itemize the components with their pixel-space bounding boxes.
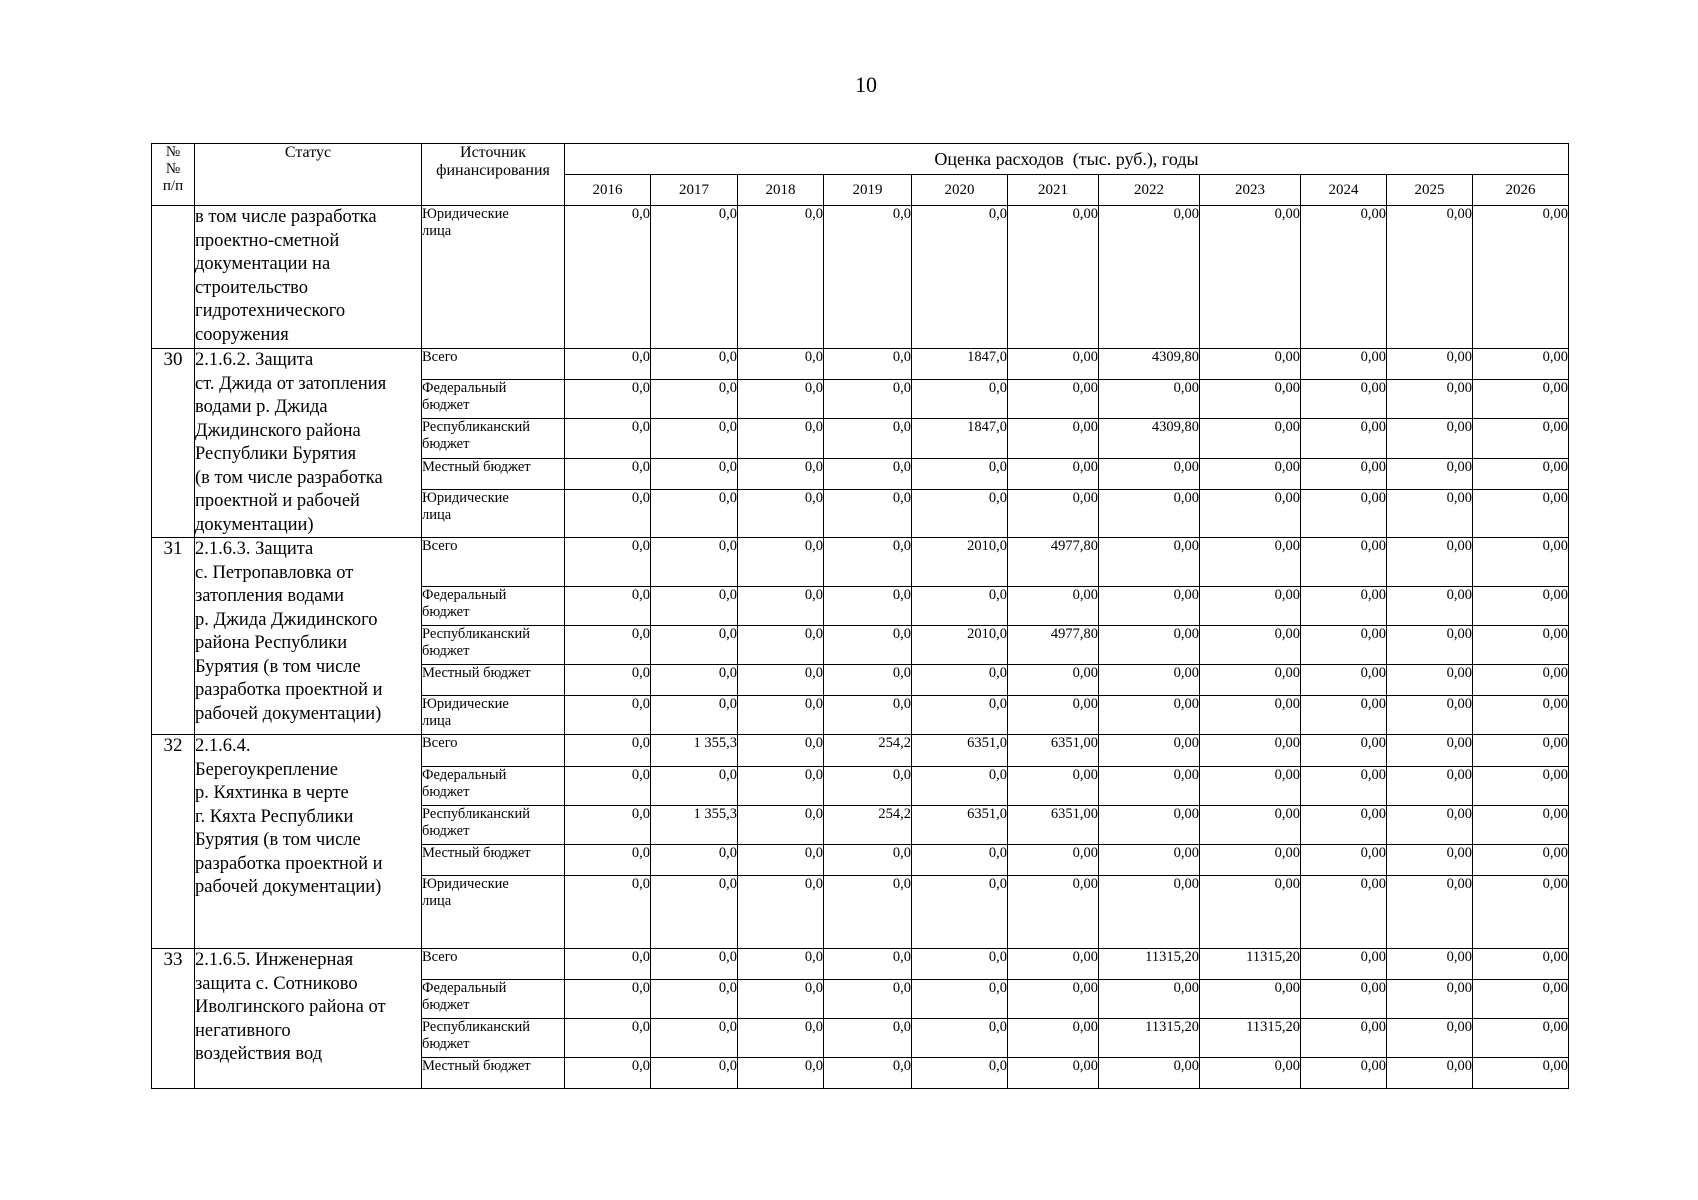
value-cell-2025: 0,00 [1387,735,1473,767]
value-cell-2018: 0,0 [738,806,824,845]
value-cell-2018: 0,0 [738,735,824,767]
value-cell-2016: 0,0 [565,458,651,489]
value-cell-2019: 0,0 [824,1058,912,1089]
value-cell-2025: 0,00 [1387,419,1473,458]
value-cell-2025: 0,00 [1387,587,1473,626]
value-cell-2022: 0,00 [1099,538,1200,587]
header-year-2025: 2025 [1387,175,1473,206]
value-cell-2022: 0,00 [1099,587,1200,626]
value-cell-2021: 0,00 [1008,458,1099,489]
value-cell-2022: 0,00 [1099,735,1200,767]
value-cell-2022: 0,00 [1099,1058,1200,1089]
value-cell-2020: 1847,0 [912,349,1008,380]
value-cell-2016: 0,0 [565,1019,651,1058]
value-cell-2026: 0,00 [1473,735,1569,767]
value-cell-2026: 0,00 [1473,419,1569,458]
value-cell-2016: 0,0 [565,980,651,1019]
funding-source: Федеральный бюджет [422,380,565,419]
value-cell-2016: 0,0 [565,626,651,665]
value-cell-2021: 4977,80 [1008,626,1099,665]
value-cell-2020: 0,0 [912,949,1008,980]
value-cell-2019: 0,0 [824,626,912,665]
value-cell-2021: 4977,80 [1008,538,1099,587]
value-cell-2018: 0,0 [738,949,824,980]
value-cell-2026: 0,00 [1473,665,1569,696]
value-cell-2021: 0,00 [1008,1019,1099,1058]
value-cell-2020: 1847,0 [912,419,1008,458]
value-cell-2026: 0,00 [1473,949,1569,980]
value-cell-2026: 0,00 [1473,845,1569,876]
value-cell-2026: 0,00 [1473,1058,1569,1089]
value-cell-2018: 0,0 [738,626,824,665]
value-cell-2019: 0,0 [824,949,912,980]
value-cell-2021: 0,00 [1008,980,1099,1019]
value-cell-2016: 0,0 [565,665,651,696]
value-cell-2022: 0,00 [1099,626,1200,665]
value-cell-2021: 0,00 [1008,665,1099,696]
value-cell-2022: 0,00 [1099,380,1200,419]
value-cell-2016: 0,0 [565,845,651,876]
row-number: 30 [152,349,195,538]
value-cell-2016: 0,0 [565,419,651,458]
header-year-2021: 2021 [1008,175,1099,206]
value-cell-2023: 0,00 [1200,696,1301,735]
value-cell-2020: 0,0 [912,696,1008,735]
value-cell-2020: 0,0 [912,876,1008,949]
funding-source: Республиканский бюджет [422,419,565,458]
header-year-2019: 2019 [824,175,912,206]
value-cell-2017: 0,0 [651,380,738,419]
header-row-group [152,144,1569,175]
value-cell-2023: 0,00 [1200,349,1301,380]
value-cell-2023: 0,00 [1200,845,1301,876]
value-cell-2019: 254,2 [824,806,912,845]
value-cell-2021: 0,00 [1008,767,1099,806]
value-cell-2026: 0,00 [1473,538,1569,587]
value-cell-2023: 0,00 [1200,587,1301,626]
value-cell-2023: 0,00 [1200,206,1301,349]
value-cell-2025: 0,00 [1387,489,1473,537]
funding-source: Федеральный бюджет [422,767,565,806]
value-cell-2017: 0,0 [651,1019,738,1058]
header-cost-group: Оценка расходов (тыс. руб.), годы [565,144,1569,175]
value-cell-2017: 0,0 [651,349,738,380]
value-cell-2025: 0,00 [1387,1019,1473,1058]
value-cell-2020: 0,0 [912,665,1008,696]
value-cell-2025: 0,00 [1387,538,1473,587]
value-cell-2021: 0,00 [1008,206,1099,349]
row-number [152,206,195,349]
value-cell-2018: 0,0 [738,845,824,876]
value-cell-2019: 0,0 [824,845,912,876]
value-cell-2020: 0,0 [912,489,1008,537]
value-cell-2016: 0,0 [565,876,651,949]
row-number: 32 [152,735,195,949]
value-cell-2019: 0,0 [824,767,912,806]
value-cell-2022: 11315,20 [1099,949,1200,980]
value-cell-2017: 0,0 [651,665,738,696]
value-cell-2019: 0,0 [824,419,912,458]
status-text: 2.1.6.5. Инженерная защита с. Сотниково Иволгинского района от негативного воздействия вод [195,949,422,1089]
value-cell-2023: 0,00 [1200,980,1301,1019]
value-cell-2026: 0,00 [1473,206,1569,349]
value-cell-2022: 0,00 [1099,980,1200,1019]
value-cell-2020: 0,0 [912,980,1008,1019]
funding-source: Юридические лица [422,696,565,735]
value-cell-2025: 0,00 [1387,876,1473,949]
value-cell-2017: 0,0 [651,538,738,587]
page-number: 10 [855,72,877,97]
value-cell-2025: 0,00 [1387,696,1473,735]
funding-source: Всего [422,949,565,980]
value-cell-2018: 0,0 [738,980,824,1019]
value-cell-2020: 0,0 [912,845,1008,876]
funding-source: Республиканский бюджет [422,626,565,665]
value-cell-2026: 0,00 [1473,1019,1569,1058]
value-cell-2019: 0,0 [824,665,912,696]
value-cell-2022: 0,00 [1099,767,1200,806]
value-cell-2021: 0,00 [1008,845,1099,876]
value-cell-2025: 0,00 [1387,1058,1473,1089]
value-cell-2020: 0,0 [912,1019,1008,1058]
value-cell-2017: 0,0 [651,458,738,489]
status-text: 2.1.6.4. Берегоукрепление р. Кяхтинка в черте г. Кяхта Республики Бурятия (в том числе разработка проектной и рабочей документации) [195,735,422,949]
value-cell-2026: 0,00 [1473,489,1569,537]
value-cell-2026: 0,00 [1473,626,1569,665]
value-cell-2018: 0,0 [738,696,824,735]
value-cell-2025: 0,00 [1387,458,1473,489]
value-cell-2017: 0,0 [651,626,738,665]
value-cell-2023: 0,00 [1200,538,1301,587]
funding-source: Всего [422,349,565,380]
header-source: Источник финансирования [422,144,565,206]
header-year-2024: 2024 [1301,175,1387,206]
value-cell-2016: 0,0 [565,1058,651,1089]
value-cell-2022: 0,00 [1099,665,1200,696]
value-cell-2019: 0,0 [824,696,912,735]
status-text: 2.1.6.3. Защита с. Петропавловка от затопления водами р. Джида Джидинского района Республики Бурятия (в том числе разработка проектной и рабочей документации) [195,538,422,735]
value-cell-2018: 0,0 [738,1019,824,1058]
funding-source: Всего [422,735,565,767]
value-cell-2018: 0,0 [738,489,824,537]
table-row [152,538,1569,587]
table-row [152,349,1569,380]
value-cell-2016: 0,0 [565,489,651,537]
header-year-2018: 2018 [738,175,824,206]
value-cell-2017: 0,0 [651,696,738,735]
value-cell-2019: 0,0 [824,349,912,380]
value-cell-2026: 0,00 [1473,876,1569,949]
value-cell-2025: 0,00 [1387,206,1473,349]
value-cell-2026: 0,00 [1473,349,1569,380]
value-cell-2022: 0,00 [1099,845,1200,876]
value-cell-2025: 0,00 [1387,949,1473,980]
value-cell-2016: 0,0 [565,206,651,349]
value-cell-2023: 0,00 [1200,1058,1301,1089]
table-row [152,206,1569,349]
funding-source: Федеральный бюджет [422,980,565,1019]
value-cell-2024: 0,00 [1301,587,1387,626]
value-cell-2018: 0,0 [738,380,824,419]
value-cell-2016: 0,0 [565,380,651,419]
value-cell-2016: 0,0 [565,538,651,587]
value-cell-2016: 0,0 [565,806,651,845]
value-cell-2021: 0,00 [1008,949,1099,980]
header-year-2022: 2022 [1099,175,1200,206]
value-cell-2018: 0,0 [738,876,824,949]
value-cell-2024: 0,00 [1301,1019,1387,1058]
funding-source: Юридические лица [422,489,565,537]
value-cell-2023: 11315,20 [1200,1019,1301,1058]
value-cell-2024: 0,00 [1301,767,1387,806]
value-cell-2023: 0,00 [1200,806,1301,845]
value-cell-2021: 6351,00 [1008,806,1099,845]
value-cell-2025: 0,00 [1387,806,1473,845]
value-cell-2022: 0,00 [1099,206,1200,349]
value-cell-2016: 0,0 [565,696,651,735]
value-cell-2019: 254,2 [824,735,912,767]
funding-source: Юридические лица [422,206,565,349]
value-cell-2016: 0,0 [565,735,651,767]
value-cell-2020: 2010,0 [912,538,1008,587]
funding-source: Республиканский бюджет [422,806,565,845]
value-cell-2018: 0,0 [738,458,824,489]
value-cell-2020: 0,0 [912,206,1008,349]
value-cell-2020: 0,0 [912,458,1008,489]
value-cell-2021: 6351,00 [1008,735,1099,767]
value-cell-2020: 6351,0 [912,806,1008,845]
value-cell-2021: 0,00 [1008,876,1099,949]
value-cell-2019: 0,0 [824,1019,912,1058]
header-year-2017: 2017 [651,175,738,206]
value-cell-2016: 0,0 [565,767,651,806]
value-cell-2024: 0,00 [1301,380,1387,419]
status-text: в том числе разработка проектно-сметной документации на строительство гидротехнического сооружения [195,206,422,349]
funding-source: Местный бюджет [422,845,565,876]
value-cell-2024: 0,00 [1301,806,1387,845]
value-cell-2026: 0,00 [1473,806,1569,845]
header-year-2026: 2026 [1473,175,1569,206]
value-cell-2025: 0,00 [1387,665,1473,696]
value-cell-2025: 0,00 [1387,845,1473,876]
header-num: № № п/п [152,144,195,206]
value-cell-2019: 0,0 [824,489,912,537]
value-cell-2021: 0,00 [1008,349,1099,380]
value-cell-2017: 1 355,3 [651,806,738,845]
value-cell-2023: 0,00 [1200,458,1301,489]
value-cell-2021: 0,00 [1008,587,1099,626]
value-cell-2025: 0,00 [1387,626,1473,665]
row-number: 33 [152,949,195,1089]
value-cell-2024: 0,00 [1301,489,1387,537]
value-cell-2017: 0,0 [651,949,738,980]
value-cell-2022: 0,00 [1099,458,1200,489]
value-cell-2024: 0,00 [1301,876,1387,949]
value-cell-2017: 0,0 [651,206,738,349]
funding-source: Местный бюджет [422,1058,565,1089]
value-cell-2017: 0,0 [651,845,738,876]
value-cell-2024: 0,00 [1301,458,1387,489]
value-cell-2021: 0,00 [1008,380,1099,419]
value-cell-2022: 4309,80 [1099,349,1200,380]
value-cell-2024: 0,00 [1301,1058,1387,1089]
row-number: 31 [152,538,195,735]
value-cell-2018: 0,0 [738,587,824,626]
value-cell-2024: 0,00 [1301,845,1387,876]
value-cell-2023: 0,00 [1200,665,1301,696]
value-cell-2021: 0,00 [1008,1058,1099,1089]
header-year-2020: 2020 [912,175,1008,206]
value-cell-2024: 0,00 [1301,626,1387,665]
value-cell-2020: 0,0 [912,1058,1008,1089]
value-cell-2016: 0,0 [565,349,651,380]
value-cell-2025: 0,00 [1387,380,1473,419]
value-cell-2023: 11315,20 [1200,949,1301,980]
value-cell-2024: 0,00 [1301,349,1387,380]
value-cell-2024: 0,00 [1301,980,1387,1019]
funding-source: Местный бюджет [422,665,565,696]
value-cell-2018: 0,0 [738,665,824,696]
value-cell-2020: 0,0 [912,380,1008,419]
header-year-2023: 2023 [1200,175,1301,206]
value-cell-2026: 0,00 [1473,767,1569,806]
value-cell-2022: 0,00 [1099,489,1200,537]
funding-source: Республиканский бюджет [422,1019,565,1058]
value-cell-2023: 0,00 [1200,380,1301,419]
value-cell-2020: 0,0 [912,587,1008,626]
funding-source: Федеральный бюджет [422,587,565,626]
value-cell-2024: 0,00 [1301,206,1387,349]
table-row [152,949,1569,980]
value-cell-2019: 0,0 [824,458,912,489]
funding-source: Местный бюджет [422,458,565,489]
value-cell-2018: 0,0 [738,538,824,587]
value-cell-2022: 0,00 [1099,806,1200,845]
table-body [152,206,1569,1089]
value-cell-2021: 0,00 [1008,489,1099,537]
value-cell-2020: 2010,0 [912,626,1008,665]
header-year-2016: 2016 [565,175,651,206]
value-cell-2021: 0,00 [1008,419,1099,458]
value-cell-2026: 0,00 [1473,696,1569,735]
value-cell-2019: 0,0 [824,876,912,949]
value-cell-2016: 0,0 [565,587,651,626]
value-cell-2024: 0,00 [1301,665,1387,696]
value-cell-2023: 0,00 [1200,735,1301,767]
value-cell-2020: 0,0 [912,767,1008,806]
value-cell-2025: 0,00 [1387,767,1473,806]
value-cell-2021: 0,00 [1008,696,1099,735]
value-cell-2019: 0,0 [824,538,912,587]
value-cell-2022: 11315,20 [1099,1019,1200,1058]
value-cell-2017: 0,0 [651,419,738,458]
value-cell-2018: 0,0 [738,419,824,458]
status-text: 2.1.6.2. Защита ст. Джида от затопления водами р. Джида Джидинского района Республики Бурятия (в том числе разработка проектной и рабочей документации) [195,349,422,538]
value-cell-2022: 0,00 [1099,696,1200,735]
value-cell-2023: 0,00 [1200,489,1301,537]
value-cell-2026: 0,00 [1473,587,1569,626]
value-cell-2023: 0,00 [1200,767,1301,806]
value-cell-2024: 0,00 [1301,949,1387,980]
value-cell-2018: 0,0 [738,1058,824,1089]
value-cell-2017: 0,0 [651,489,738,537]
value-cell-2025: 0,00 [1387,349,1473,380]
header-status: Статус [195,144,422,206]
value-cell-2019: 0,0 [824,587,912,626]
value-cell-2024: 0,00 [1301,538,1387,587]
value-cell-2017: 1 355,3 [651,735,738,767]
value-cell-2023: 0,00 [1200,626,1301,665]
value-cell-2017: 0,0 [651,876,738,949]
value-cell-2022: 0,00 [1099,876,1200,949]
value-cell-2026: 0,00 [1473,980,1569,1019]
value-cell-2020: 6351,0 [912,735,1008,767]
value-cell-2018: 0,0 [738,349,824,380]
funding-source: Юридические лица [422,876,565,949]
value-cell-2024: 0,00 [1301,419,1387,458]
value-cell-2024: 0,00 [1301,735,1387,767]
value-cell-2018: 0,0 [738,206,824,349]
budget-table [151,143,1569,1089]
value-cell-2026: 0,00 [1473,380,1569,419]
funding-source: Всего [422,538,565,587]
value-cell-2024: 0,00 [1301,696,1387,735]
value-cell-2023: 0,00 [1200,419,1301,458]
value-cell-2022: 4309,80 [1099,419,1200,458]
value-cell-2017: 0,0 [651,767,738,806]
value-cell-2019: 0,0 [824,206,912,349]
value-cell-2025: 0,00 [1387,980,1473,1019]
value-cell-2017: 0,0 [651,587,738,626]
value-cell-2016: 0,0 [565,949,651,980]
value-cell-2017: 0,0 [651,980,738,1019]
value-cell-2018: 0,0 [738,767,824,806]
value-cell-2019: 0,0 [824,380,912,419]
value-cell-2017: 0,0 [651,1058,738,1089]
table-row [152,735,1569,767]
value-cell-2019: 0,0 [824,980,912,1019]
value-cell-2026: 0,00 [1473,458,1569,489]
value-cell-2023: 0,00 [1200,876,1301,949]
